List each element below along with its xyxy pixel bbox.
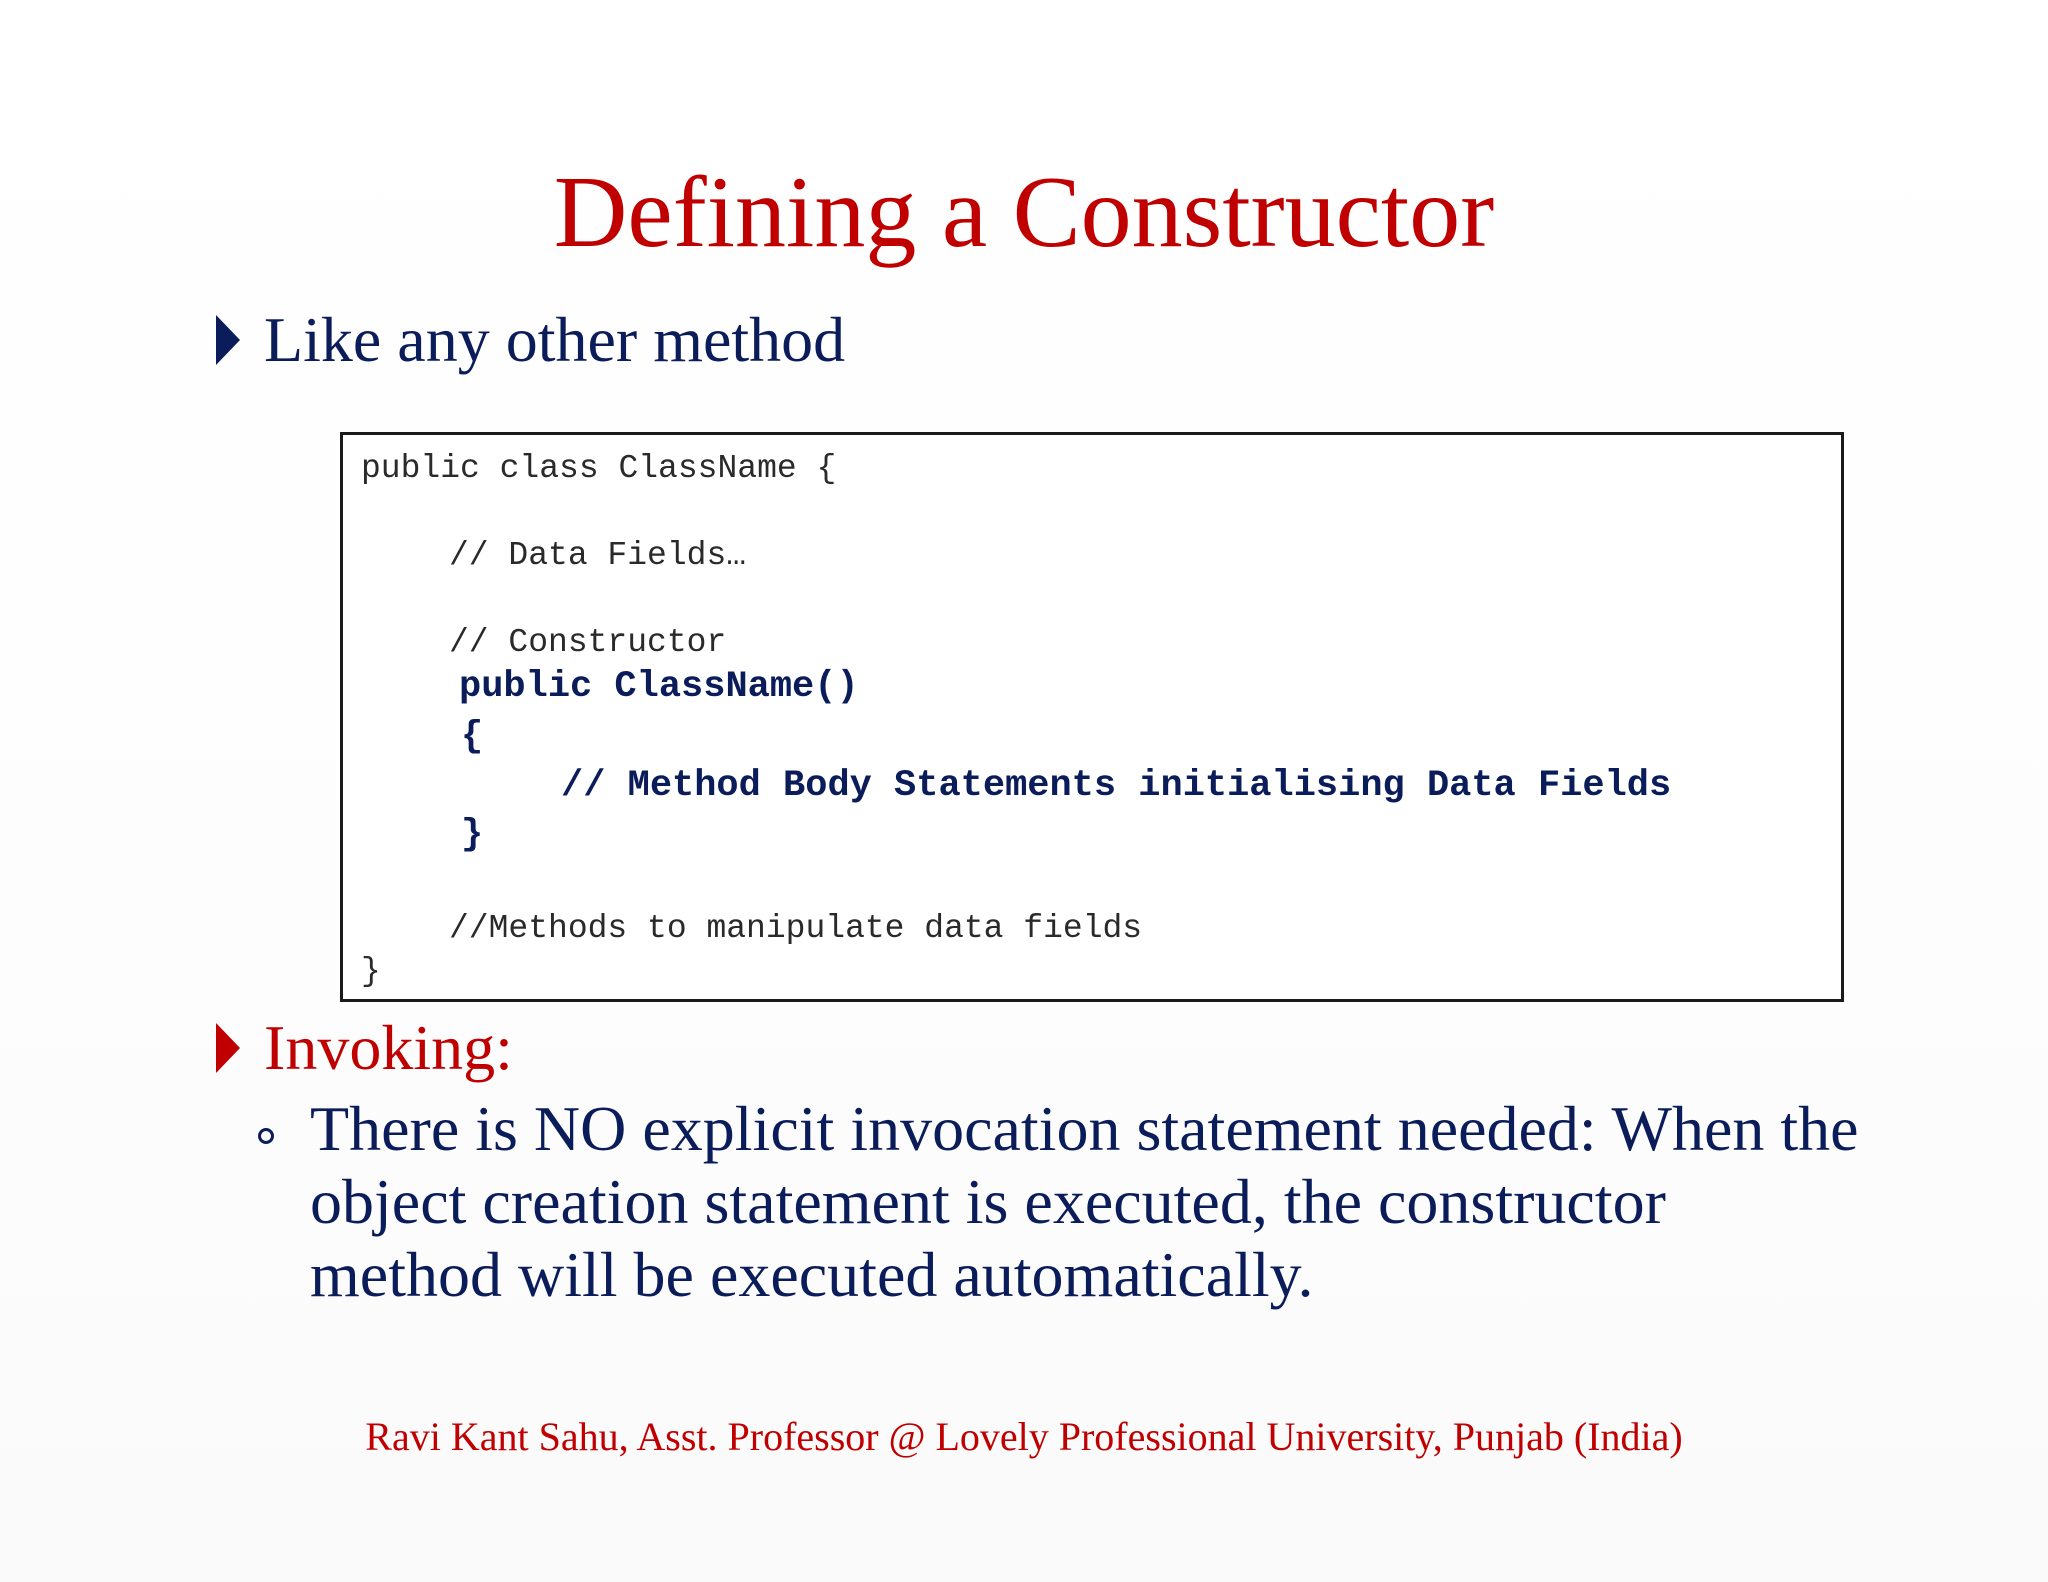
code-line-constructor-signature: public ClassName() <box>459 666 859 708</box>
code-line: // Constructor <box>449 624 727 661</box>
code-line: //Methods to manipulate data fields <box>449 910 1143 947</box>
sub-bullet-invocation <box>258 1092 1878 1311</box>
bullet-invoking <box>216 1008 513 1088</box>
code-line: // Data Fields… <box>449 537 747 574</box>
code-line-close-brace: } <box>461 814 484 856</box>
bullet-arrow-icon <box>216 315 240 365</box>
slide-title: Defining a Constructor <box>553 156 1495 269</box>
bullet-like-any-other-method <box>216 300 845 380</box>
code-line: } <box>361 953 381 990</box>
bullet-arrow-icon <box>216 1023 240 1073</box>
bullet-text: Like any other method <box>264 304 846 375</box>
sub-bullet-text: There is NO explicit invocation statement needed: When the object creation statement is executed, the constructor method will be executed automatically. <box>310 1093 1859 1310</box>
slide-footer: Ravi Kant Sahu, Asst. Professor @ Lovely Professional University, Punjab (India) <box>365 1414 1683 1459</box>
code-line-open-brace: { <box>461 716 484 758</box>
code-block <box>340 432 1844 1002</box>
bullet-text: Invoking: <box>264 1012 513 1083</box>
code-line: public class ClassName { <box>361 450 837 487</box>
code-line-method-body: // Method Body Statements initialising Data Fields <box>561 765 1672 807</box>
hollow-circle-bullet-icon <box>258 1128 274 1144</box>
